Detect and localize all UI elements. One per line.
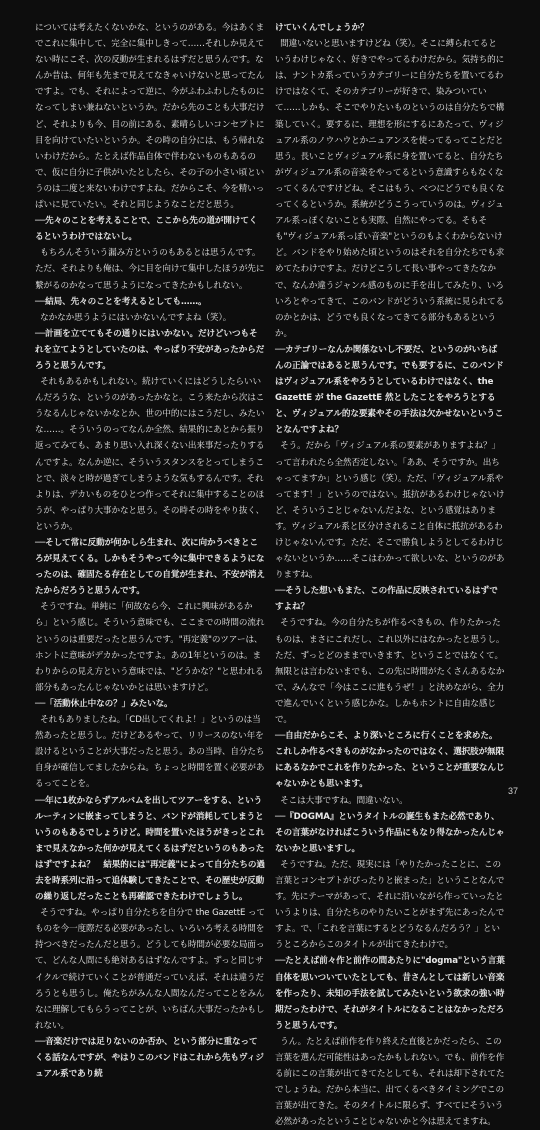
interview-answer: もちろんそういう漏み方というのもあるとは思うんです。ただ、それよりも俺は、今に目を向けて集中したほうが先に繋がるのかなって思うようになってきたかもしれない。 [35, 248, 265, 291]
page-number: 37 [507, 786, 518, 796]
interview-answer: そう。だから「ヴィジュアル系の要素がありますよね？」って言われたら全然否定しない。「ああ、そうですか。出ちゃってますか」という感じ（笑）。ただ、「ヴィジュアル系やってます！」というのではない。抵抗があるわけじゃないけど、そういうことじゃないんだよな、という感覚はあります。ヴィジュアル系と区分けされること自体に抵抗があるわけじゃないんです。ただ、そこで勝負しようとしてるわけじゃないというか……そこはわかって欲しいな、というのがありますね。 [275, 441, 505, 581]
interview-answer: そうですね。今の自分たちが作るべきもの、作りたかったものは、まさにこれだし、これ以外にはなかったと思うし。ただ、ずっとどのままでいきます、ということではなくて。無限とは言わないまでも、この先に時間がたくさんあるなかで、みんなで「今はここに進もうぜ！」と決めながら、全力で進んでいくという感じかな。しかもホントに自由な感じで。 [275, 618, 505, 726]
interview-question: ──自由だからこそ、より深いところに行くことを求めた。これしか作るべきものがなかったのではなく、選択肢が無限にあるなかでこれを作りたかった、ということが重要なんじゃないかとも思います。 [275, 731, 505, 790]
interview-answer: 間違いないと思いますけどね（笑）。そこに縛られてるというわけじゃなく、好きでやってるわけだから。気持ち的には、ナントカ系っていうカテゴリーに自分たちを置いてるわけではなくて、そのカテゴリーが好きで、染みついていて……しかも、そこでやりたいものというのは自分たちで構築していく。要するに、理想を形にするにあたって、ヴィジュアル系のノウハウとかニュアンスを使ってるってことだと思う。長いことヴィジュアル系に身を置いてると、自分たちがヴィジュアル系の音楽をやってるという意識すらもなくなってくるんですけどね。そこはもう、べつにどうでも良くなってくるというか。系統がどうこうっていうのは。ヴィジュアル系っぽくないことも実際、自然にやってる。そもそも"ヴィジュアル系っぽい音楽"というのもよくわからないけど。バンドをやり始めた頃というのはそれを自分たちでも求めてたわけですよ。だけどこうして長い事やってきたなかで、なんか違うジャンル感のものに手を出してみたり、いろいろとやってきて、このバンドがどういう系統に見られてるのかとかは、どうでも良くなってきてる部分もあるというか。 [275, 39, 505, 339]
interview-answer: そうですね。単純に「何故なら今、これに興味があるから」という感じ。そういう意味でも、ここまでの時間の流れというのは重要だったと思うんです。"再定義"のツアーは、ホントに意味がデカかったですよ。あの1年というのは。まわりからの見え方という意味では、"どうかな？"と思われる部分もあったんじゃないかとは思いますけど。 [35, 602, 265, 693]
right-text-column [275, 20, 505, 1128]
interview-answer: そこは大事ですね。間違いない。 [280, 795, 408, 806]
interview-question: ──計画を立ててもその通りにはいかない。だけどいつもそれを立てようとしていたのは、やっぱり不安があったからだろうと思うんです。 [35, 328, 265, 371]
interview-question: ──「活動休止中なの？」みたいな。 [35, 698, 173, 709]
interview-question: ──年に1枚かならずアルバムを出してツアーをする、というルーティンに嵌まってしまうと、バンドが消耗してしまうというのもあるでしょうけど。時間を置いたほうがきっとこれまで見えなかった何かが見えてくるはずだというのもあったはずですよね？ 結果的には"再定義"によって自分たちの過去を時系列に沿って追体験してきたことで、その歴史が反動の繰り返しだったことも再確認できたわけでしょうし。 [35, 795, 265, 903]
interview-answer: そうですね。ただ、現実には「やりたかったことに、この言葉とコンセプトがぴったりと嵌まった」ということなんです。先にテーマがあって、それに沿いながら作っていったというよりは、自分たちのやりたいことがまず先にあったんですよ。で、「これを言葉にするとどうなるんだろう？」というところからこのタイトルが出てきたわけで。 [275, 859, 505, 951]
interview-question: ──そうした想いもまた、この作品に反映されているはずですよね？ [275, 586, 498, 613]
interview-question: ──『DOGMA』というタイトルの誕生もまた必然であり、その言葉がなければこういう作品にもなり得なかったんじゃないかと思いますし。 [275, 811, 505, 854]
interview-answer: それもありましたね。「CD出してくれよ！」というのは当然あったと思うし。だけどあるやって、リリースのない年を設けるということが大事だったと思う。あの当時、自分たち自身が確信してましたからね。ちょっと時間を置く必要があるってことを。 [35, 715, 265, 790]
interview-answer: うん。たとえば前作を作り終えた直後とかだったら、この言葉を選んだ可能性はあったかもしれない。でも、前作を作る前にこの言葉が出てきてたとしても、それは却下されてたでしょうね。だから本当に、出てくるべきタイミングでこの言葉が出てきた。そのタイトルに限らず、すべてにそういう必然があったということじゃないかと今は思えてますね。 [275, 1036, 505, 1128]
interview-answer: そうですね。やっぱり自分たちを自分で the GazettE ってものを今一度際だる必要があったし、いろいろ考える時間を持つべきだったんだと思う。どうしても時間が必要な局面って、どんな人間にも絶対あるはずなんですよ。ずっと同じサイクルで続けていくことが普通だっていえば、それは違うだろうとも思うし。俺たちがみんな人間なんだってことをみんなに理解してもらうってことが、いちばん大事だったかもしれない。 [35, 908, 265, 1031]
interview-question: ──たとえば前々作と前作の間あたりに"dogma"という言葉自体を思いついていたとしても、昔さんとしては新しい音楽を作ったり、未知の手法を試してみたいという欲求の強い時期だったわけで、それがタイトルになることはなかっただろうと思うんです。 [275, 956, 505, 1031]
interview-question: ──先々のことを考えることで、ここから先の道が開けてくるというわけではないし。 [35, 216, 258, 243]
interview-answer: それもあるかもしれない。続けていくにはどうしたらいいんだろうな、というのがあったかなと。こう来たから次はこうなるんじゃないかなとか、世の中的にはこうだし、みたいな……。そういうのってなんか全然、結果的にあとから振り返ってみても、あまり思い入れ深くない出来事だったりするんですよ。なんか逆に、そういうスタンスをとってしまうことで、淡々と時が過ぎてしまうような気もするんです。それよりは、デカいものをひとつ作ってそれに集中することのほうが、やっぱり大事かなと思う。その時その時をやり抜く、というか。 [35, 377, 265, 532]
interview-question: けていくんでしょうか？ [275, 23, 369, 33]
interview-question: ──結局、先々のことを考えるとしても……。 [35, 296, 207, 307]
interview-question: ──カテゴリーなんか関係ないし不要だ、というのがいちばんの正論ではあると思うんです。でも要するに、このバンドはヴィジュアル系をやろうとしているわけではなく、the GazettE が the GazettE 然としたことをやろうとすると、ヴィジュアル的な要素やその手法は欠かせないということなんですよね？ [275, 344, 504, 436]
interview-question: ──そして常に反動が何かしら生まれ、次に向かうべきところが見えてくる。しかもそうやって今に集中できるようになったのは、確固たる存在としての自覚が生まれ、不安が消えたからだろうと思うんです。 [35, 538, 265, 597]
interview-question: ──音楽だけでは足りないのか否か、という部分に重なってくる話なんですが、やはりこのバンドはこれから先もヴィジュアル系であり続 [35, 1036, 264, 1080]
interview-answer: なかなか思うようにはいかないんですよね（笑）。 [40, 312, 232, 323]
left-text-column [35, 20, 265, 1080]
interview-answer: については考えたくないかな、というのがある。今はあくまでこれに集中して、完全に集中しきって……それしか見えてない時にこそ、次の反動が生まれるはずだと思うんです。なんか昔は、何年も先まで見えてなきゃいけないと思ってたんですよ。でも、それによって逆に、今がふわふわしたものになってしまい兼ねないというか。だから先のことも大事だけど、それよりも今、目の前にある、素晴らしいコンセプトに目を向けていたいというか。その時の自分には、もう帰れないわけだから。たとえば作品自体で伴わないものもあるので、仮に自分に子供がいたとしたら、その子の小さい頃というのは二度と来ないわけですよね。だからこそ、今を精いっぱいに見ていたい。それと同じようなことだと思う。 [35, 23, 265, 211]
